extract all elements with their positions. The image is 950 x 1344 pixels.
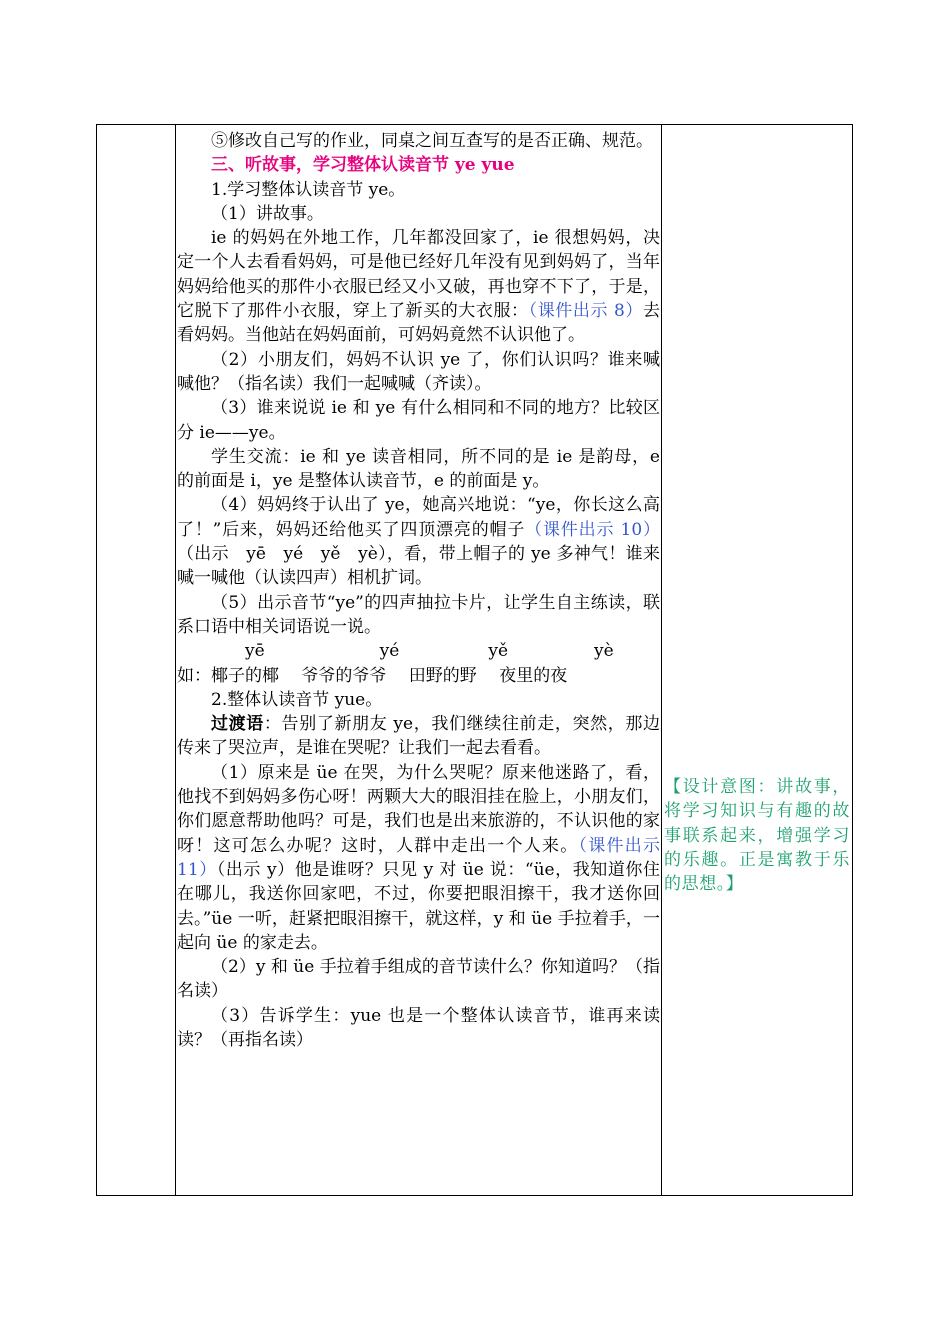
- column-divider-left: [175, 125, 176, 1195]
- pinyin-ye1: yē: [245, 641, 265, 662]
- teaching-process-column: [177, 129, 660, 1052]
- transition-label: 过渡语: [211, 714, 264, 735]
- pinyin-row: [177, 639, 660, 663]
- example-words: 如：椰子的椰 爷爷的爷爷 田野的野 夜里的夜: [177, 665, 568, 686]
- question-3: （3）谁来说说 ie 和 ye 有什么相同和不同的地方？比较区分 ie——ye。: [177, 398, 660, 443]
- subsection-yue-title: 2.整体认读音节 yue。: [211, 689, 383, 710]
- question-2: （2）小朋友们，妈妈不认识 ye 了，你们认识吗？谁来喊喊他？（指名读）我们一起喊喊（齐读）。: [177, 349, 660, 394]
- yue-question-2: （2）y 和 üe 手拉着手组成的音节读什么？你知道吗？（指名读）: [177, 957, 660, 1002]
- pinyin-ye3: yě: [488, 641, 509, 662]
- lesson-table: [96, 124, 853, 1196]
- step-5-text: ⑤修改自己写的作业，同桌之间互查写的是否正确、规范。: [211, 131, 653, 151]
- subsection-ye-title: 1.学习整体认读音节 ye。: [211, 179, 406, 200]
- question-5: （5）出示音节“ye”的四声抽拉卡片，让学生自主练读，联系口语中相关词语说一说。: [177, 592, 660, 637]
- story-text-b: 去看妈妈。当他站在妈妈面前，可妈妈竟然不认识他了。: [177, 301, 660, 346]
- question-4-text-a: （4）妈妈终于认出了 ye，她高兴地说：“ye，你长这么高了！”后来，妈妈还给他买了四顶漂亮的帽子: [177, 495, 660, 540]
- student-exchange: 学生交流：ie 和 ye 读音相同，所不同的是 ie 是韵母，e 的前面是 i，ye 是整体认读音节，e 的前面是 y。: [177, 446, 660, 492]
- column-divider-right: [661, 125, 662, 1195]
- pinyin-ye4: yè: [594, 641, 614, 662]
- step-tell-story: （1）讲故事。: [211, 203, 324, 224]
- transition-text: ：告别了新朋友 ye，我们继续往前走，突然，那边传来了哭泣声，是谁在哭呢？让我们一起去看看。: [177, 714, 661, 759]
- pinyin-ye2: yé: [379, 641, 400, 662]
- question-4-text-b: （出示 yē yé yě yè），看，带上帽子的 ye 多神气！谁来喊一喊他（认读四声）相机扩词。: [177, 544, 660, 589]
- story-paragraph: [177, 226, 660, 347]
- yue-story-text-a: （1）原来是 üe 在哭，为什么哭呢？原来他迷路了，看，他找不到妈妈多伤心呀！两颗大大的眼泪挂在脸上，小朋友们，你们愿意帮助他吗？可是，我们也是出来旅游的，不认识他的家呀！这可怎么办呢？这时，人群中走出一个人来。: [177, 762, 660, 856]
- question-4: [177, 493, 660, 590]
- courseware-ref-8: （课件出示 8）: [528, 301, 643, 322]
- story-text-a: ie 的妈妈在外地工作，几年都没回家了，ie 很想妈妈，决定一个人去看看妈妈，可是他已经好几年没有见到妈妈了，当年妈妈给他买的那件小衣服已经又小又破，再也穿不下了，于是，它脱下了那件小衣服，穿上了新买的大衣服：: [177, 228, 660, 322]
- courseware-ref-11: （课件出示 11）: [177, 835, 660, 880]
- yue-story: [177, 761, 660, 955]
- section-heading: 三、听故事，学习整体认读音节 ye yue: [211, 155, 515, 176]
- courseware-ref-10: （课件出示 10）: [525, 519, 660, 540]
- design-intent-note: 【设计意图：讲故事，将学习知识与有趣的故事联系起来，增强学习的乐趣。正是寓教于乐的思想。】: [664, 777, 850, 895]
- yue-question-3: （3）告诉学生：yue 也是一个整体认读音节，谁再来读读？（再指名读）: [177, 1005, 660, 1050]
- transition-paragraph: [177, 712, 660, 761]
- yue-story-text-b: （出示 y）他是谁呀？只见 y 对 üe 说：“üe，我知道你住在哪儿，我送你回家吧，不过，你要把眼泪擦干，我才送你回去。”üe 一听，赶紧把眼泪擦干，就这样，y 和 üe 手拉着手，一起向 üe 的家走去。: [177, 859, 661, 953]
